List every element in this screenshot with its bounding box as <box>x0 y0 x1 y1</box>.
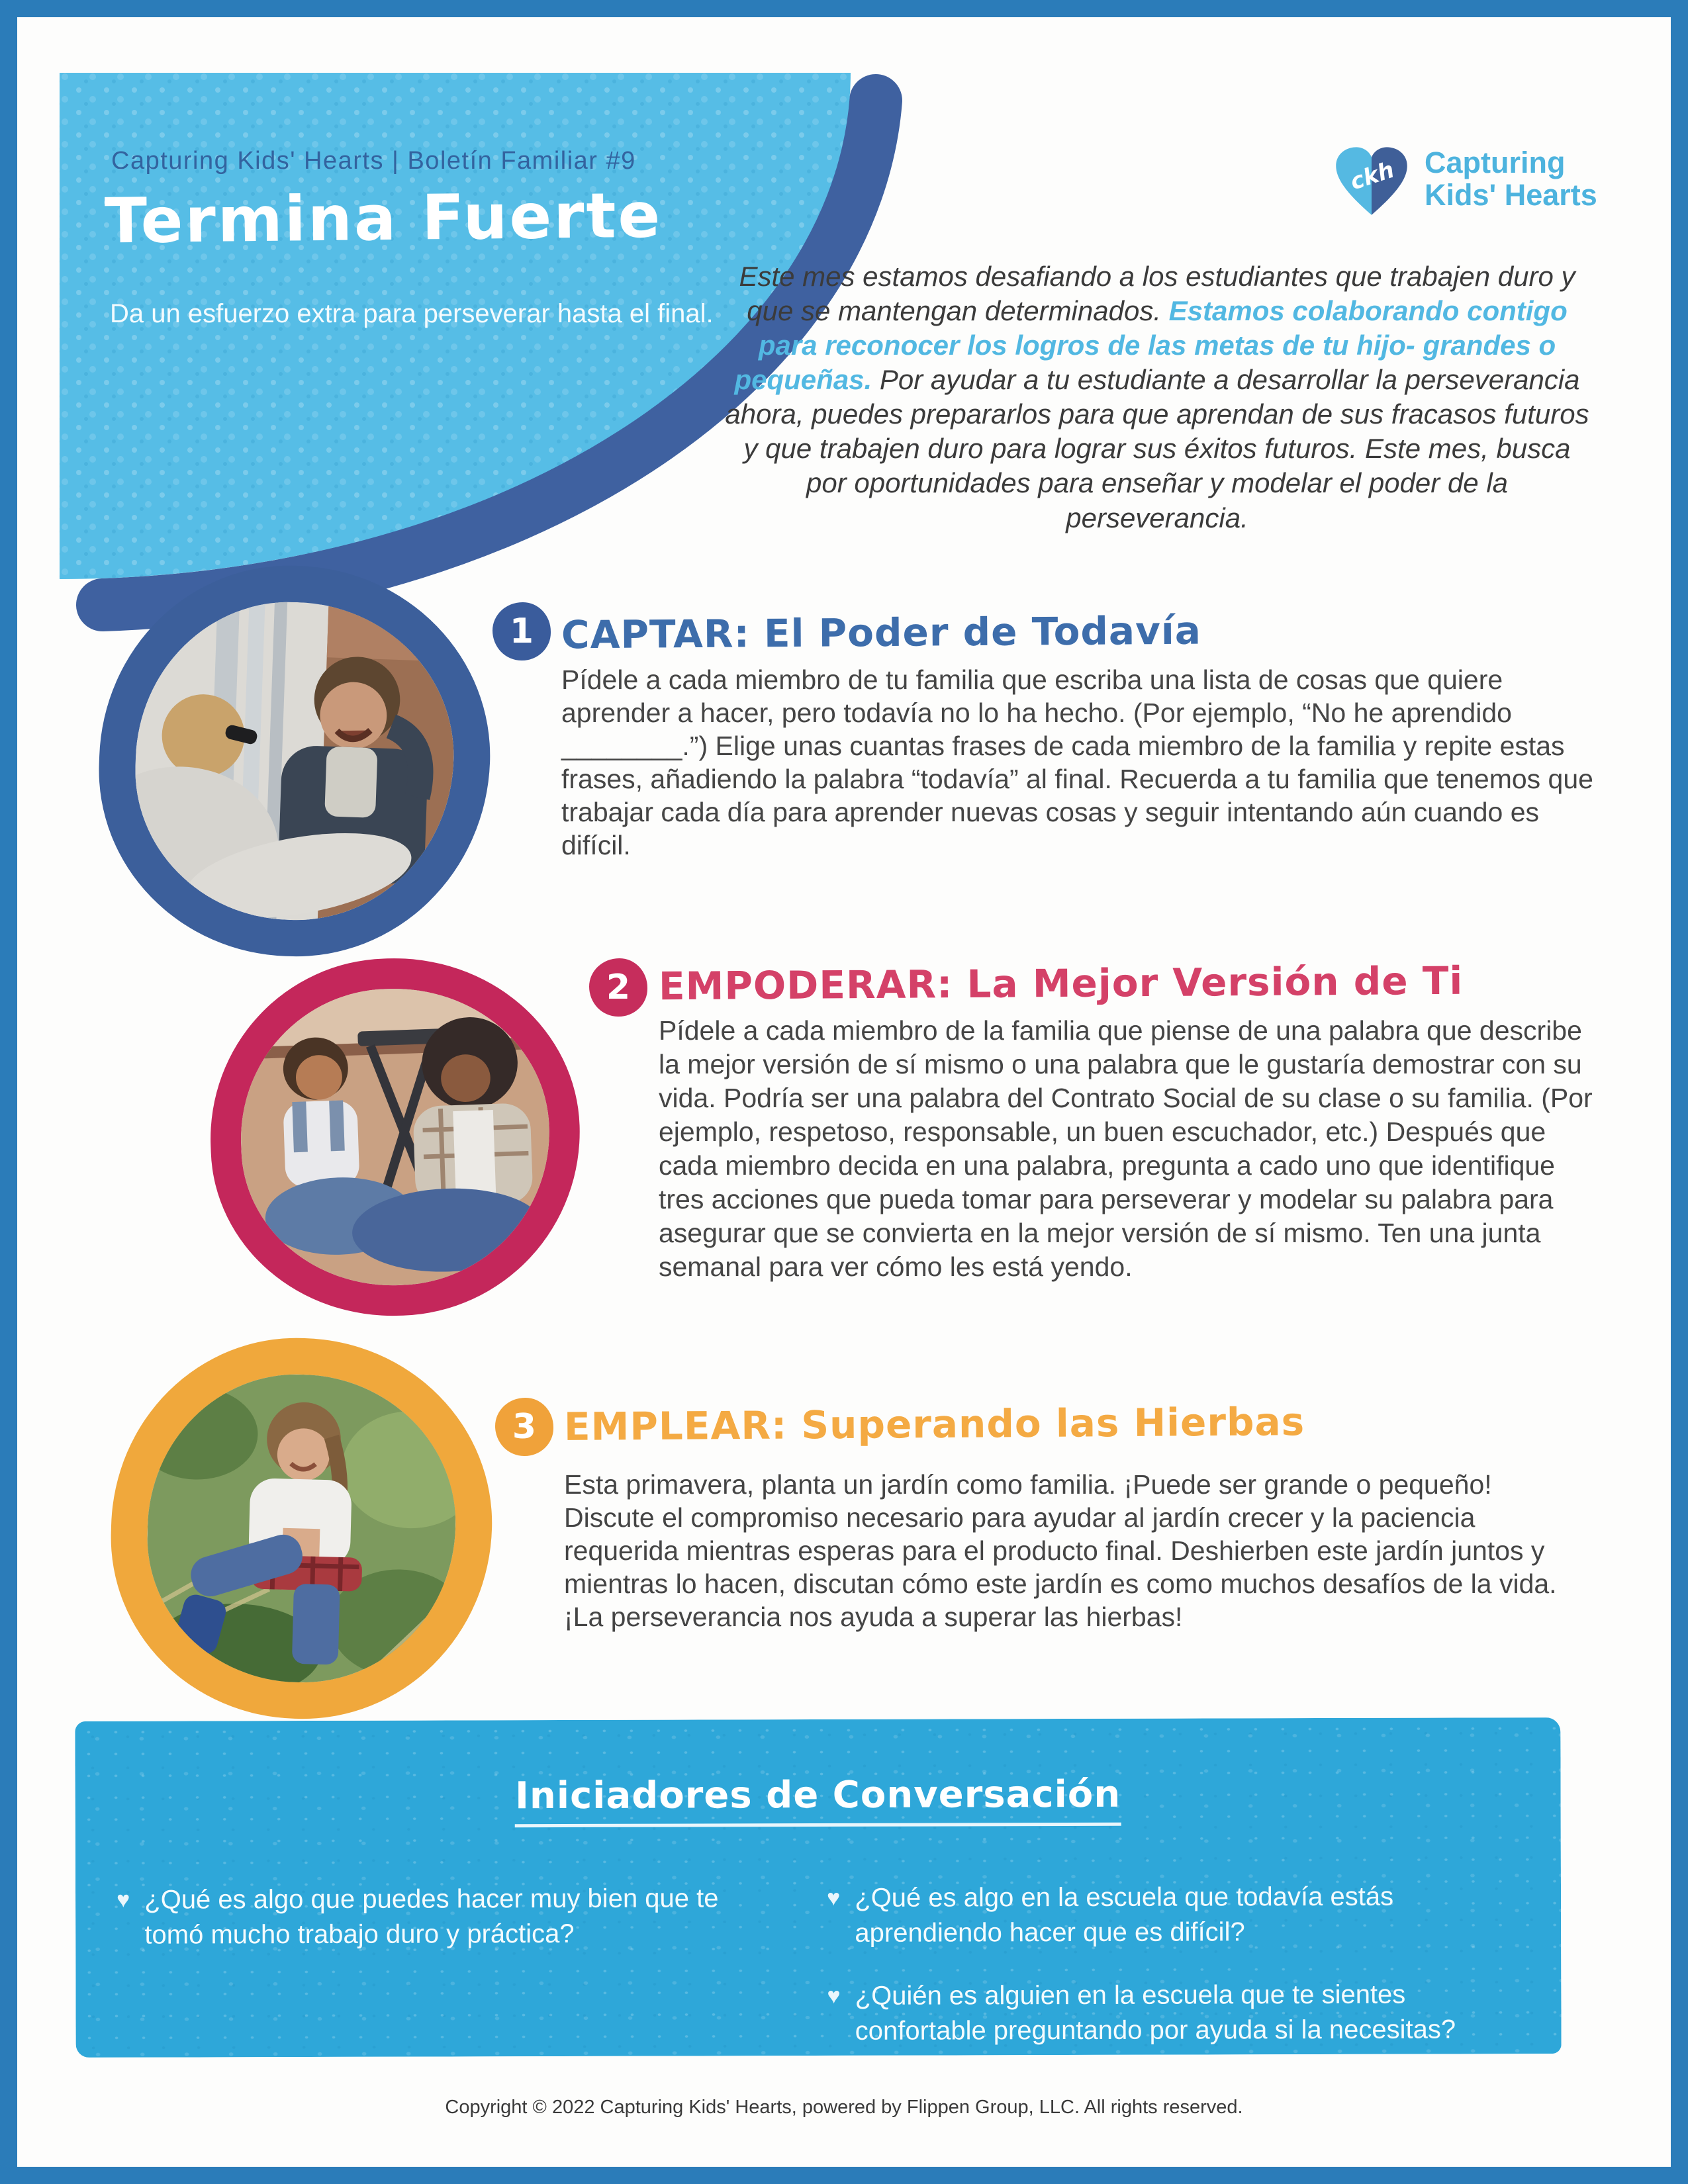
conversation-question <box>827 1977 1489 2048</box>
section-1-title: CAPTAR: El Poder de Todavía <box>561 608 1202 658</box>
conversation-starters-title-text: Iniciadores de Conversación <box>515 1773 1121 1827</box>
newsletter-kicker: Capturing Kids' Hearts | Boletín Familiar #9 <box>111 147 636 175</box>
ckh-logo <box>1329 140 1597 218</box>
intro-highlight: Estamos colaborando contigo para reconocer los logros de las metas de tu hijo- grandes o pequeñas. <box>734 295 1568 396</box>
question-text: ¿Quién es alguien en la escuela que te sientes confortable preguntando por ayuda si la necesitas? <box>855 1979 1456 2046</box>
heart-bullet-icon: ♥ <box>116 1887 130 1913</box>
section-2-title: EMPODERAR: La Mejor Versión de Ti <box>658 958 1464 1009</box>
page-subtitle: Da un esfuerzo extra para perseverar hasta el final. <box>110 299 714 328</box>
logo-line2: Kids' Hearts <box>1425 178 1597 212</box>
section-3-body: Esta primavera, planta un jardín como familia. ¡Puede ser grande o pequeño! Discute el compromiso necesario para ayudar al jardín crecer y la paciencia requerida mientras esperas para el producto final. Deshierben este jardín juntos y mientras lo hacen, discutan cómo este jardín es como muchos desafíos de la vida. ¡La perseverancia nos ayuda a superar las hierbas! <box>564 1469 1557 1632</box>
question-text: ¿Qué es algo en la escuela que todavía estás aprendiendo hacer que es difícil? <box>855 1882 1394 1948</box>
question-text: ¿Qué es algo que puedes hacer muy bien que te tomó mucho trabajo duro y práctica? <box>144 1884 719 1950</box>
logo-wordmark <box>1425 147 1597 211</box>
section-2-body: Pídele a cada miembro de la familia que piense de una palabra que describe la mejor versión de sí mismo o una palabra que le gustaría demostrar con su vida. Podría ser una palabra del Contrato Social de su clase o su familia. (Por ejemplo, respetoso, responsable, un buen escuchador, etc.) Después que cada miembro decida en una palabra, pregunta a cado uno que identifique tres acciones que pueda tomar para perseverar y modelar su palabra para asegurar que se convierta en la mejor versión de sí mismo. Ten una junta semanal para ver cómo les está yendo. <box>659 1015 1593 1282</box>
intro-part1: Este mes estamos desafiando a los estudiantes que trabajen duro y que se mantengan determinados. <box>739 261 1575 327</box>
conversation-starters-box <box>75 1717 1561 2058</box>
intro-part2: Por ayudar a tu estudiante a desarrollar la perseverancia ahora, puedes prepararlos para que aprendan de sus fracasos futuros y que trabajen duro para lograr sus éxitos futuros. Este mes, busca por oportunidades para enseñar y modelar el poder de la perseverancia. <box>725 364 1589 533</box>
intro-paragraph <box>722 259 1593 535</box>
section-1-number-badge: 1 <box>492 602 551 660</box>
page-title: Termina Fuerte <box>104 179 663 258</box>
heart-bullet-icon: ♥ <box>827 1983 841 2009</box>
conversation-question <box>827 1879 1462 1950</box>
logo-line1: Capturing <box>1425 146 1566 180</box>
section-1-body: Pídele a cada miembro de tu familia que escriba una lista de cosas que quiere aprender a hacer, pero todavía no lo ha hecho. (Por ejemplo, “No he aprendido ________.”) Elige unas cuantas frases de cada miembro de la familia y repite estas frases, añadiendo la palabra “todavía” al final. Recuerda a tu familia que tenemos que trabajar cada día para aprender nuevas cosas y seguir intentando aún cuando es difícil. <box>561 664 1593 860</box>
newsletter-sheet <box>17 17 1671 2167</box>
conversation-question <box>117 1881 778 1952</box>
photo-girl-garden <box>107 1334 497 1724</box>
section-3-number-badge: 3 <box>495 1398 553 1456</box>
photo-family-kitchen <box>205 952 586 1322</box>
logo-monogram: ckh <box>1346 156 1398 196</box>
section-3-title: EMPLEAR: Superando las Hierbas <box>563 1399 1305 1449</box>
conversation-starters-title <box>75 1772 1561 1829</box>
heart-bullet-icon: ♥ <box>826 1885 841 1911</box>
section-2-number-badge: 2 <box>589 958 647 1017</box>
copyright-line: Copyright © 2022 Capturing Kids' Hearts, powered by Flippen Group, LLC. All rights reserved. <box>445 2097 1243 2118</box>
